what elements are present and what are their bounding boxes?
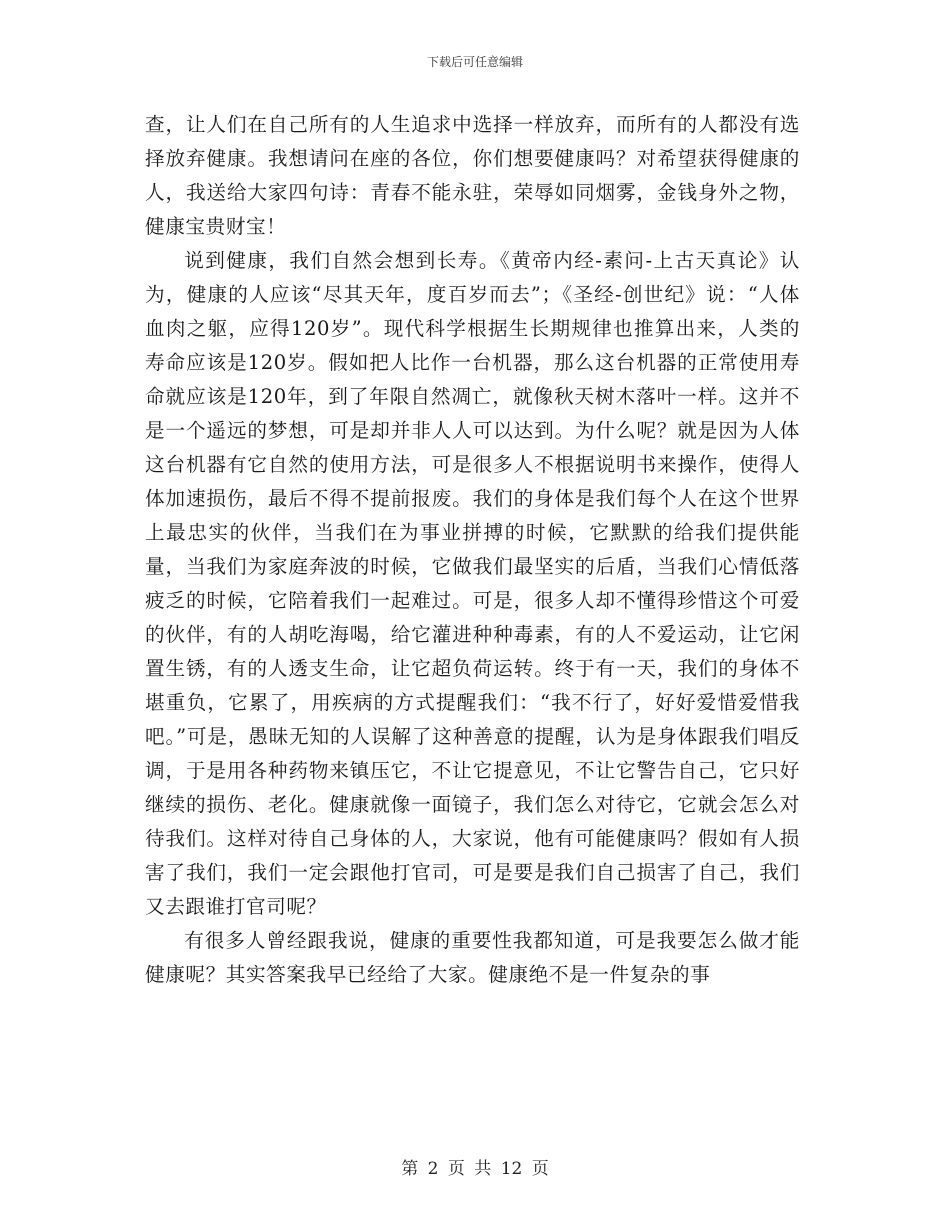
paragraph-3: 有很多人曾经跟我说，健康的重要性我都知道，可是我要怎么做才能健康呢？其实答案我早已经给了大家。健康绝不是一件复杂的事 bbox=[145, 929, 800, 986]
body-text bbox=[145, 108, 800, 992]
page-header: 下载后可任意编辑 bbox=[426, 55, 523, 69]
paragraph-2: 说到健康，我们自然会想到长寿。《黄帝内经-素问-上古天真论》认为，健康的人应该“尽其天年，度百岁而去”；《圣经-创世纪》说：“人体血肉之躯，应得120岁”。现代科学根据生长期规律也推算出来，人类的寿命应该是120岁。假如把人比作一台机器，那么这台机器的正常使用寿命就应该是120年，到了年限自然凋亡，就像秋天树木落叶一样。这并不是一个遥远的梦想，可是却并非人人可以达到。为什么呢？就是因为人体这台机器有它自然的使用方法，可是很多人不根据说明书来操作，使得人体加速损伤，最后不得不提前报废。我们的身体是我们每个人在这个世界上最忠实的伙伴，当我们在为事业拼搏的时候，它默默的给我们提供能量，当我们为家庭奔波的时候，它做我们最坚实的后盾，当我们心情低落疲乏的时候，它陪着我们一起难过。可是，很多人却不懂得珍惜这个可爱的伙伴，有的人胡吃海喝，给它灌进种种毒素，有的人不爱运动，让它闲置生锈，有的人透支生命，让它超负荷运转。终于有一天，我们的身体不堪重负，它累了，用疾病的方式提醒我们：“我不行了，好好爱惜爱惜我吧。”可是，愚昧无知的人误解了这种善意的提醒，认为是身体跟我们唱反调，于是用各种药物来镇压它，不让它提意见，不让它警告自己，它只好继续的损伤、老化。健康就像一面镜子，我们怎么对待它，它就会怎么对待我们。这样对待自己身体的人，大家说，他有可能健康吗？假如有人损害了我们，我们一定会跟他打官司，可是要是我们自己损害了自己，我们又去跟谁打官司呢？ bbox=[145, 249, 800, 918]
paragraph-1: 查，让人们在自己所有的人生追求中选择一样放弃，而所有的人都没有选择放弃健康。我想请问在座的各位，你们想要健康吗？对希望获得健康的人，我送给大家四句诗：青春不能永驻，荣辱如同烟雾，金钱身外之物，健康宝贵财宝！ bbox=[145, 113, 800, 238]
page-footer: 第 2 页 共 12 页 bbox=[401, 1159, 549, 1179]
